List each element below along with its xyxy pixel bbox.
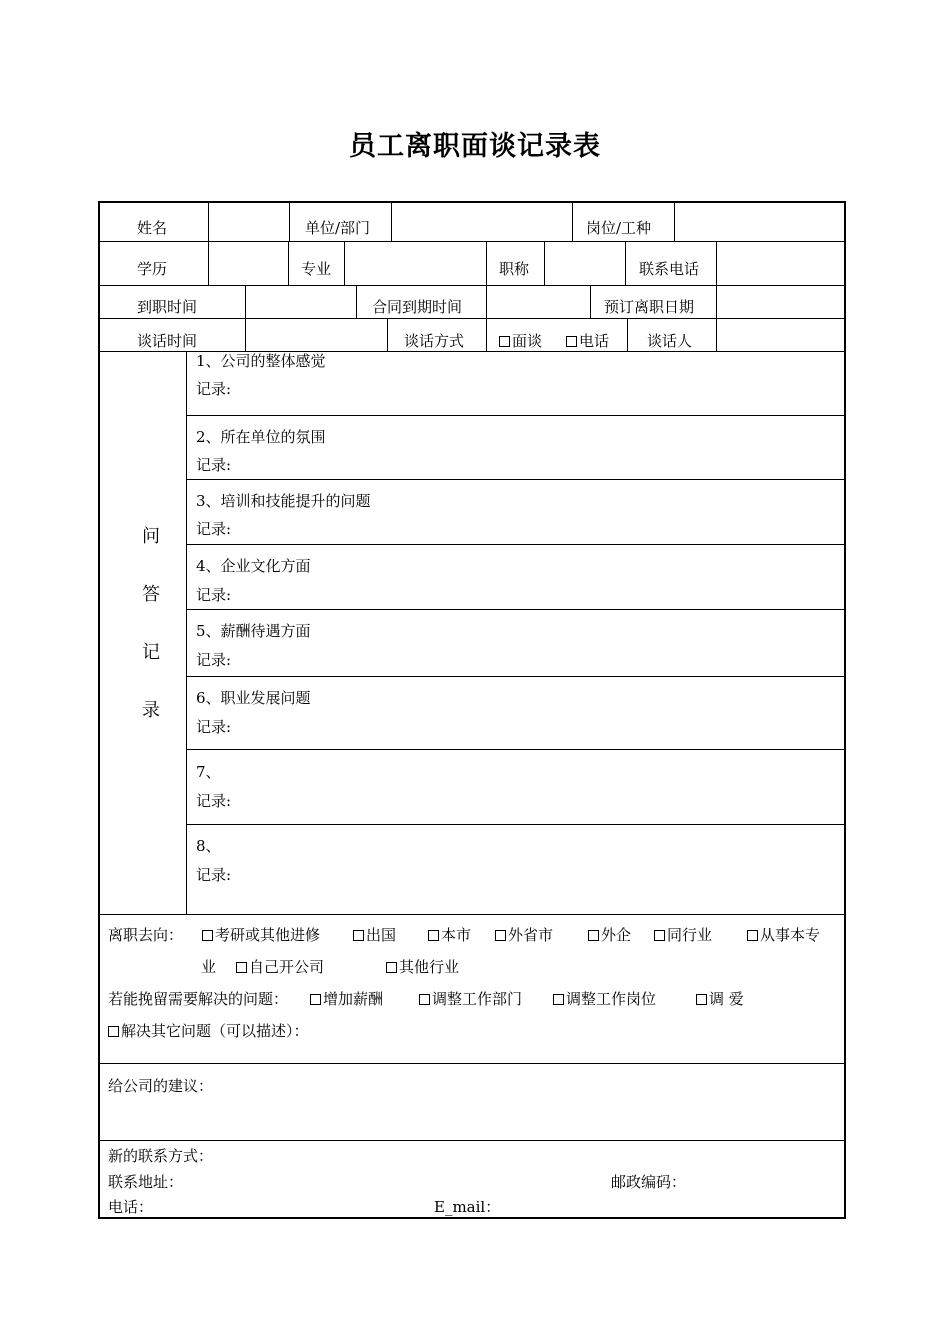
contact-postcode: 邮政编码： <box>611 1173 687 1191</box>
destination-option[interactable]: 本市 <box>428 926 471 944</box>
record-label: 记录: <box>196 586 232 604</box>
qa-side-char: 答 <box>142 584 160 605</box>
question-5: 5、薪酬待遇方面 <box>196 622 311 640</box>
col-divider <box>391 201 392 241</box>
page-title: 员工离职面谈记录表 <box>349 131 601 162</box>
col-divider <box>625 241 626 285</box>
row-divider <box>98 1063 846 1064</box>
destination-option[interactable]: 其他行业 <box>386 958 459 976</box>
contact-label: 新的联系方式： <box>108 1147 214 1165</box>
qa-divider <box>186 824 846 825</box>
label-interviewer: 谈话人 <box>647 332 693 350</box>
destination-option[interactable]: 外企 <box>588 926 631 944</box>
label-major: 专业 <box>301 260 332 278</box>
qa-divider <box>186 609 846 610</box>
checkbox-icon <box>353 930 364 941</box>
label-talk-time: 谈话时间 <box>137 332 198 350</box>
col-divider <box>486 241 487 285</box>
question-1: 1、公司的整体感觉 <box>196 352 326 370</box>
record-label: 记录: <box>196 651 232 669</box>
col-divider <box>627 318 628 351</box>
row-divider <box>98 241 846 242</box>
qa-side-char: 录 <box>142 700 160 721</box>
record-label: 记录: <box>196 380 232 398</box>
col-divider <box>289 201 290 241</box>
contact-address: 联系地址： <box>108 1173 184 1191</box>
row-divider <box>98 1140 846 1141</box>
checkbox-icon <box>236 962 247 973</box>
question-6: 6、职业发展问题 <box>196 689 311 707</box>
destination-option[interactable]: 考研或其他进修 <box>202 926 320 944</box>
checkbox-icon <box>386 962 397 973</box>
qa-divider <box>186 544 846 545</box>
checkbox-icon <box>747 930 758 941</box>
col-divider <box>486 285 487 318</box>
checkbox-icon <box>310 994 321 1005</box>
checkbox-icon <box>654 930 665 941</box>
record-label: 记录: <box>196 456 232 474</box>
label-phone: 联系电话 <box>639 260 700 278</box>
retention-option[interactable]: 调整工作部门 <box>419 990 522 1008</box>
row-divider <box>98 318 846 319</box>
col-divider <box>387 318 388 351</box>
col-divider <box>288 241 289 285</box>
retention-option[interactable]: 增加薪酬 <box>310 990 383 1008</box>
col-divider <box>716 285 717 351</box>
col-divider <box>572 201 573 241</box>
col-divider <box>186 351 187 914</box>
contact-phone: 电话： <box>108 1198 154 1216</box>
checkbox-icon <box>696 994 707 1005</box>
destination-label: 离职去向： <box>108 926 184 944</box>
retention-other[interactable]: 解决其它问题（可以描述）： <box>108 1022 309 1040</box>
label-name: 姓名 <box>137 219 168 237</box>
destination-option[interactable]: 同行业 <box>654 926 712 944</box>
contact-email: E_mail： <box>434 1198 501 1216</box>
col-divider <box>245 285 246 351</box>
checkbox-icon <box>495 930 506 941</box>
question-7: 7、 <box>196 763 221 781</box>
record-label: 记录: <box>196 718 232 736</box>
label-contract-end: 合同到期时间 <box>372 298 463 316</box>
qa-divider <box>186 676 846 677</box>
checkbox-icon <box>499 336 510 347</box>
label-entry-date: 到职时间 <box>137 298 198 316</box>
record-label: 记录: <box>196 520 232 538</box>
question-8: 8、 <box>196 837 221 855</box>
qa-side-char: 问 <box>142 526 160 547</box>
qa-divider <box>186 479 846 480</box>
destination-option[interactable]: 出国 <box>353 926 396 944</box>
qa-divider <box>186 415 846 416</box>
question-3: 3、培训和技能提升的问题 <box>196 492 371 510</box>
col-divider <box>544 241 545 285</box>
checkbox-icon <box>566 336 577 347</box>
record-label: 记录: <box>196 792 232 810</box>
destination-continuation: 业 <box>201 958 217 976</box>
col-divider <box>208 201 209 285</box>
qa-side-char: 记 <box>142 642 160 663</box>
col-divider <box>716 241 717 285</box>
label-talk-method: 谈话方式 <box>404 332 465 350</box>
checkbox-icon <box>428 930 439 941</box>
label-job-title: 职称 <box>499 260 530 278</box>
label-education: 学历 <box>137 260 168 278</box>
question-4: 4、企业文化方面 <box>196 557 311 575</box>
method-option-phone[interactable]: 电话 <box>566 332 609 350</box>
destination-option[interactable]: 自己开公司 <box>236 958 324 976</box>
retention-option[interactable]: 调整工作岗位 <box>553 990 656 1008</box>
retention-option[interactable]: 调 爱 <box>696 990 744 1008</box>
retention-label: 若能挽留需要解决的问题： <box>108 990 289 1008</box>
col-divider <box>590 285 591 318</box>
col-divider <box>344 241 345 285</box>
row-divider <box>98 285 846 286</box>
checkbox-icon <box>419 994 430 1005</box>
checkbox-icon <box>108 1026 119 1037</box>
destination-option[interactable]: 外省市 <box>495 926 553 944</box>
suggestion-label: 给公司的建议： <box>108 1077 214 1095</box>
destination-option[interactable]: 从事本专 <box>747 926 820 944</box>
row-divider <box>98 914 846 915</box>
col-divider <box>356 285 357 318</box>
col-divider <box>674 201 675 241</box>
label-dept: 单位/部门 <box>305 219 371 237</box>
record-label: 记录: <box>196 866 232 884</box>
checkbox-icon <box>588 930 599 941</box>
qa-divider <box>186 749 846 750</box>
question-2: 2、所在单位的氛围 <box>196 428 326 446</box>
label-position: 岗位/工种 <box>586 219 652 237</box>
checkbox-icon <box>553 994 564 1005</box>
col-divider <box>486 318 487 351</box>
method-option-face[interactable]: 面谈 <box>499 332 542 350</box>
label-planned-leave: 预订离职日期 <box>604 298 695 316</box>
checkbox-icon <box>202 930 213 941</box>
